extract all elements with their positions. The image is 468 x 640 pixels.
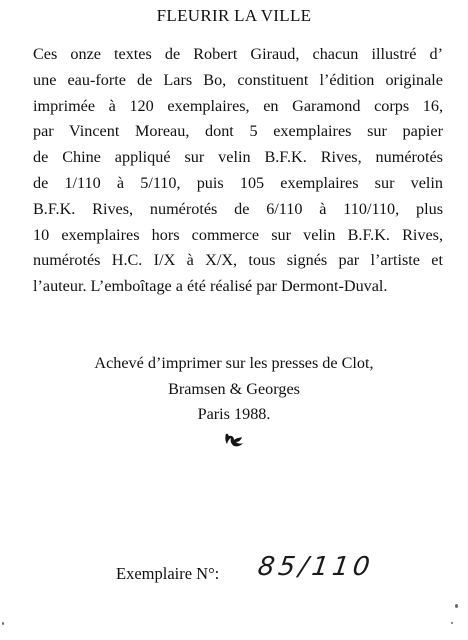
paper-speck: [451, 622, 453, 624]
fleuron-icon: [223, 432, 245, 448]
edition-paragraph: [33, 42, 443, 300]
paragraph-line: 10 exemplaires hors commerce sur velin B.F.K. Rives,: [33, 225, 443, 244]
copy-number-line: [116, 552, 416, 592]
page-title: FLEURIR LA VILLE: [156, 6, 312, 25]
fleuron-ornament: [0, 432, 468, 453]
colophon-line: Paris 1988.: [197, 405, 271, 423]
colophon-line: Achevé d’imprimer sur les presses de Clot,: [94, 354, 374, 372]
paragraph-line: imprimée à 120 exemplaires, en Garamond corps 16,: [33, 96, 443, 115]
colophon-line: Bramsen & Georges: [168, 379, 300, 398]
paper-speck: [2, 622, 4, 625]
colophon: [0, 351, 468, 428]
paper-speck: [455, 604, 458, 608]
paragraph-line: Ces onze textes de Robert Giraud, chacun illustré d’: [33, 45, 443, 63]
paragraph-line: une eau-forte de Lars Bo, constituent l’édition originale: [33, 70, 443, 89]
paragraph-line: B.F.K. Rives, numérotés de 6/110 à 110/110, plus: [33, 199, 443, 218]
paragraph-line: l’auteur. L’emboîtage a été réalisé par Dermont-Duval.: [33, 277, 388, 296]
paragraph-line: de 1/110 à 5/110, puis 105 exemplaires sur velin: [33, 173, 443, 192]
paragraph-line: par Vincent Moreau, dont 5 exemplaires sur papier: [33, 122, 443, 141]
paragraph-line: numérotés H.C. I/X à X/X, tous signés par l’artiste et: [33, 251, 443, 270]
handwritten-copy-number: 85/110: [255, 552, 376, 582]
paragraph-line: de Chine appliqué sur velin B.F.K. Rives, numérotés: [33, 148, 443, 167]
copy-number-label: Exemplaire N°:: [116, 564, 220, 583]
